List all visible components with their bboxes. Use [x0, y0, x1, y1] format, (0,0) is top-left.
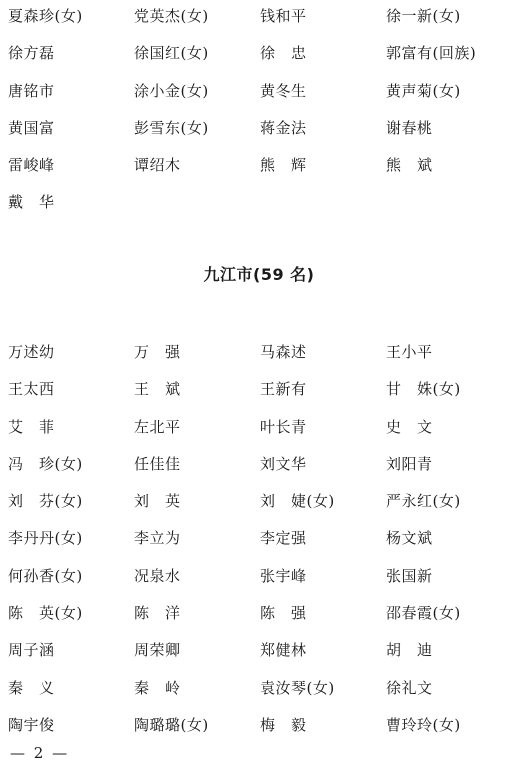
list-row: [8, 76, 518, 113]
name-entry: 秦 义: [8, 678, 55, 697]
name-entry: 熊 辉: [260, 156, 307, 175]
name-entry: 谢春桃: [386, 118, 433, 137]
name-entry: 王小平: [386, 343, 433, 361]
name-entry: 涂小金(女): [134, 81, 209, 100]
name-entry: 陈 英(女): [8, 604, 83, 623]
list-row: [8, 673, 518, 710]
name-entry: 王新有: [260, 380, 307, 399]
name-entry: 李定强: [260, 529, 307, 548]
name-entry: 徐 忠: [260, 44, 307, 63]
list-row: [8, 412, 518, 449]
name-entry: 胡 迪: [386, 641, 433, 660]
name-entry: 陈 洋: [134, 604, 181, 623]
name-entry: 戴 华: [8, 193, 55, 212]
name-entry: 万 强: [134, 343, 181, 361]
name-entry: 叶长青: [260, 417, 307, 436]
name-entry: 黄声菊(女): [386, 81, 461, 100]
name-entry: 李立为: [134, 529, 181, 548]
list-row: [8, 598, 518, 635]
name-entry: 刘文华: [260, 454, 307, 473]
name-entry: 任佳佳: [134, 454, 181, 473]
name-entry: 况泉水: [134, 566, 181, 585]
name-entry: 何孙香(女): [8, 566, 83, 585]
name-list-top: [8, 1, 518, 225]
name-entry: 甘 姝(女): [386, 380, 461, 399]
name-entry: 刘 芬(女): [8, 492, 83, 511]
list-row: [8, 38, 518, 75]
section-title: 九江市(59 名): [203, 265, 315, 284]
name-entry: 袁汝琴(女): [260, 678, 335, 697]
name-entry: 杨文斌: [386, 529, 433, 548]
name-entry: 左北平: [134, 417, 181, 436]
name-entry: 徐礼文: [386, 678, 433, 697]
list-row: [8, 150, 518, 187]
name-entry: 郭富有(回族): [386, 44, 477, 63]
list-row: [8, 449, 518, 486]
name-entry: 刘 婕(女): [260, 492, 335, 511]
name-entry: 邵春霞(女): [386, 604, 461, 623]
name-entry: 万述幼: [8, 343, 55, 361]
name-entry: 马森述: [260, 343, 307, 361]
name-entry: 谭绍木: [134, 156, 181, 175]
name-entry: 史 文: [386, 417, 433, 436]
name-entry: 刘阳青: [386, 454, 433, 473]
name-entry: 陶璐璐(女): [134, 715, 209, 734]
list-row: [8, 523, 518, 560]
name-entry: 徐方磊: [8, 44, 55, 63]
list-row: [8, 486, 518, 523]
name-entry: 刘 英: [134, 492, 181, 511]
name-entry: 周荣卿: [134, 641, 181, 660]
list-row: [8, 113, 518, 150]
name-entry: 秦 岭: [134, 678, 181, 697]
name-entry: 冯 珍(女): [8, 454, 83, 473]
name-entry: 黄国富: [8, 118, 55, 137]
name-entry: 张国新: [386, 566, 433, 585]
name-list-jiujiang: [8, 337, 518, 747]
list-row: [8, 561, 518, 598]
name-entry: 蒋金法: [260, 118, 307, 137]
list-row: [8, 1, 518, 38]
name-entry: 唐铭市: [8, 81, 55, 100]
name-entry: 党英杰(女): [134, 7, 209, 25]
name-entry: 张宇峰: [260, 566, 307, 585]
list-row: [8, 635, 518, 672]
list-row: [8, 337, 518, 374]
name-entry: 夏森珍(女): [8, 7, 83, 25]
name-entry: 雷峻峰: [8, 156, 55, 175]
name-entry: 周子涵: [8, 641, 55, 660]
list-row: [8, 187, 518, 224]
name-entry: 钱和平: [260, 7, 307, 25]
list-row: [8, 374, 518, 411]
name-entry: 梅 毅: [260, 715, 307, 734]
name-entry: 黄冬生: [260, 81, 307, 100]
name-entry: 王 斌: [134, 380, 181, 399]
name-entry: 严永红(女): [386, 492, 461, 511]
name-entry: 徐一新(女): [386, 7, 461, 25]
name-entry: 李丹丹(女): [8, 529, 83, 548]
name-entry: 熊 斌: [386, 156, 433, 175]
list-row: [8, 710, 518, 747]
name-entry: 王太西: [8, 380, 55, 399]
name-entry: 艾 菲: [8, 417, 55, 436]
page-number: — 2 —: [10, 744, 70, 762]
name-entry: 郑健林: [260, 641, 307, 660]
name-entry: 陶宇俊: [8, 715, 55, 734]
name-entry: 陈 强: [260, 604, 307, 623]
name-entry: 曹玲玲(女): [386, 715, 461, 734]
name-entry: 徐国红(女): [134, 44, 209, 63]
name-entry: 彭雪东(女): [134, 118, 209, 137]
